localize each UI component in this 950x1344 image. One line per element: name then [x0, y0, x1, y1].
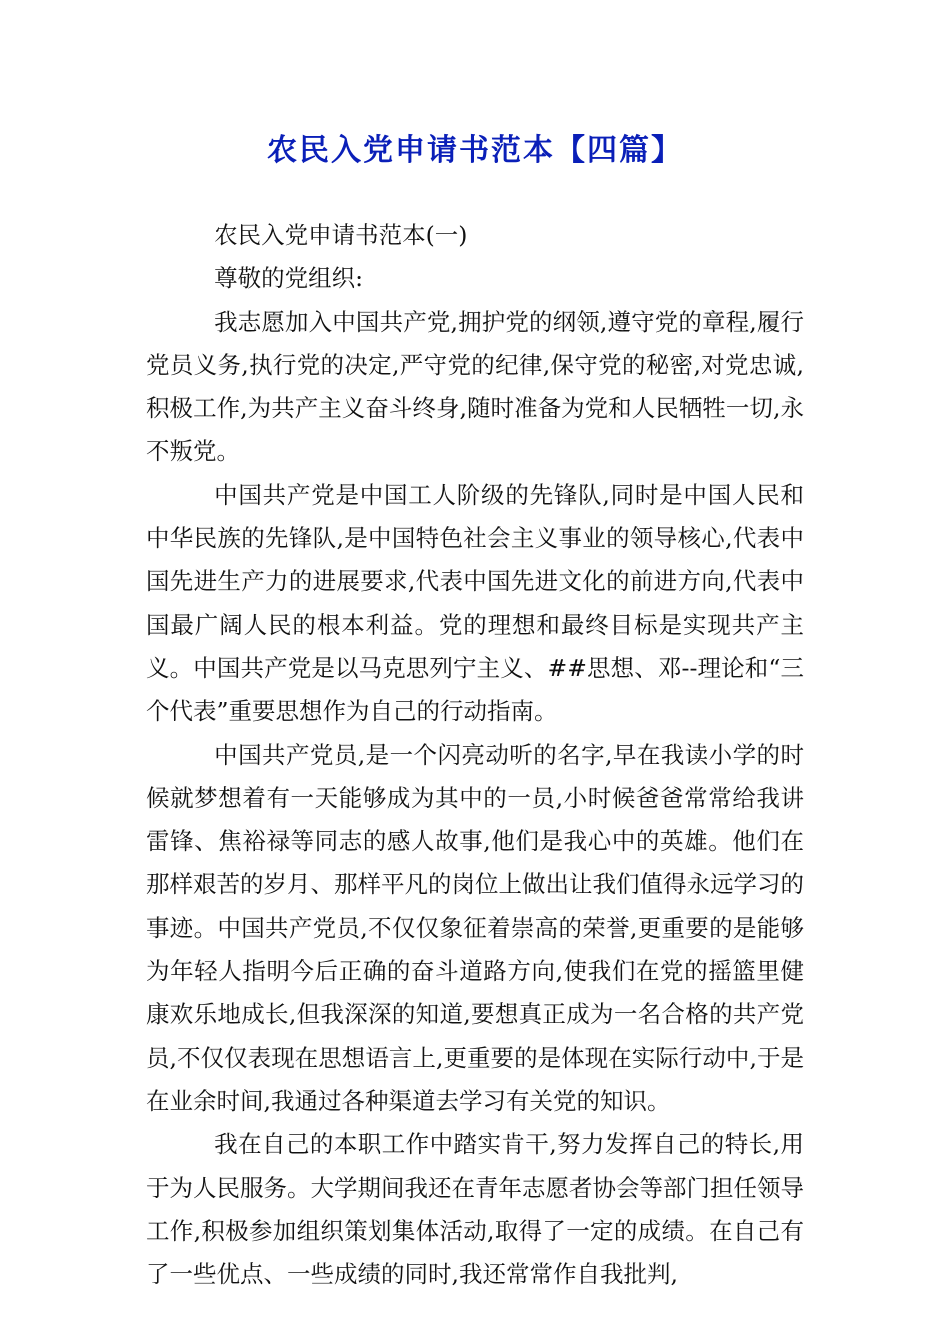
- document-body: [146, 214, 804, 1296]
- paragraph: 中国共产党员,是一个闪亮动听的名字,早在我读小学的时候就梦想着有一天能够成为其中的一员,小时候爸爸常常给我讲雷锋、焦裕禄等同志的感人故事,他们是我心中的英雄。他们在那样艰苦的岁月、那样平凡的岗位上做出让我们值得永远学习的事迹。中国共产党员,不仅仅象征着崇高的荣誉,更重要的是能够为年轻人指明今后正确的奋斗道路方向,使我们在党的摇篮里健康欢乐地成长,但我深深的知道,要想真正成为一名合格的共产党员,不仅仅表现在思想语言上,更重要的是体现在实际行动中,于是在业余时间,我通过各种渠道去学习有关党的知识。: [146, 740, 804, 1115]
- paragraph: 我志愿加入中国共产党,拥护党的纲领,遵守党的章程,履行党员义务,执行党的决定,严守党的纪律,保守党的秘密,对党忠诚,积极工作,为共产主义奋斗终身,随时准备为党和人民牺牲一切,永不叛党。: [146, 307, 804, 466]
- paragraph: 中国共产党是中国工人阶级的先锋队,同时是中国人民和中华民族的先锋队,是中国特色社会主义事业的领导核心,代表中国先进生产力的进展要求,代表中国先进文化的前进方向,代表中国最广阔人民的根本利益。党的理想和最终目标是实现共产主义。中国共产党是以马克思列宁主义、##思想、邓--理论和“三个代表”重要思想作为自己的行动指南。: [146, 480, 804, 726]
- salutation: 尊敬的党组织:: [214, 264, 364, 293]
- section-heading: 农民入党申请书范本(一): [214, 221, 468, 249]
- paragraph: 我在自己的本职工作中踏实肯干,努力发挥自己的特长,用于为人民服务。大学期间我还在青年志愿者协会等部门担任领导工作,积极参加组织策划集体活动,取得了一定的成绩。在自己有了一些优点、一些成绩的同时,我还常常作自我批判,: [146, 1130, 804, 1289]
- document-title: 农民入党申请书范本【四篇】: [267, 133, 683, 168]
